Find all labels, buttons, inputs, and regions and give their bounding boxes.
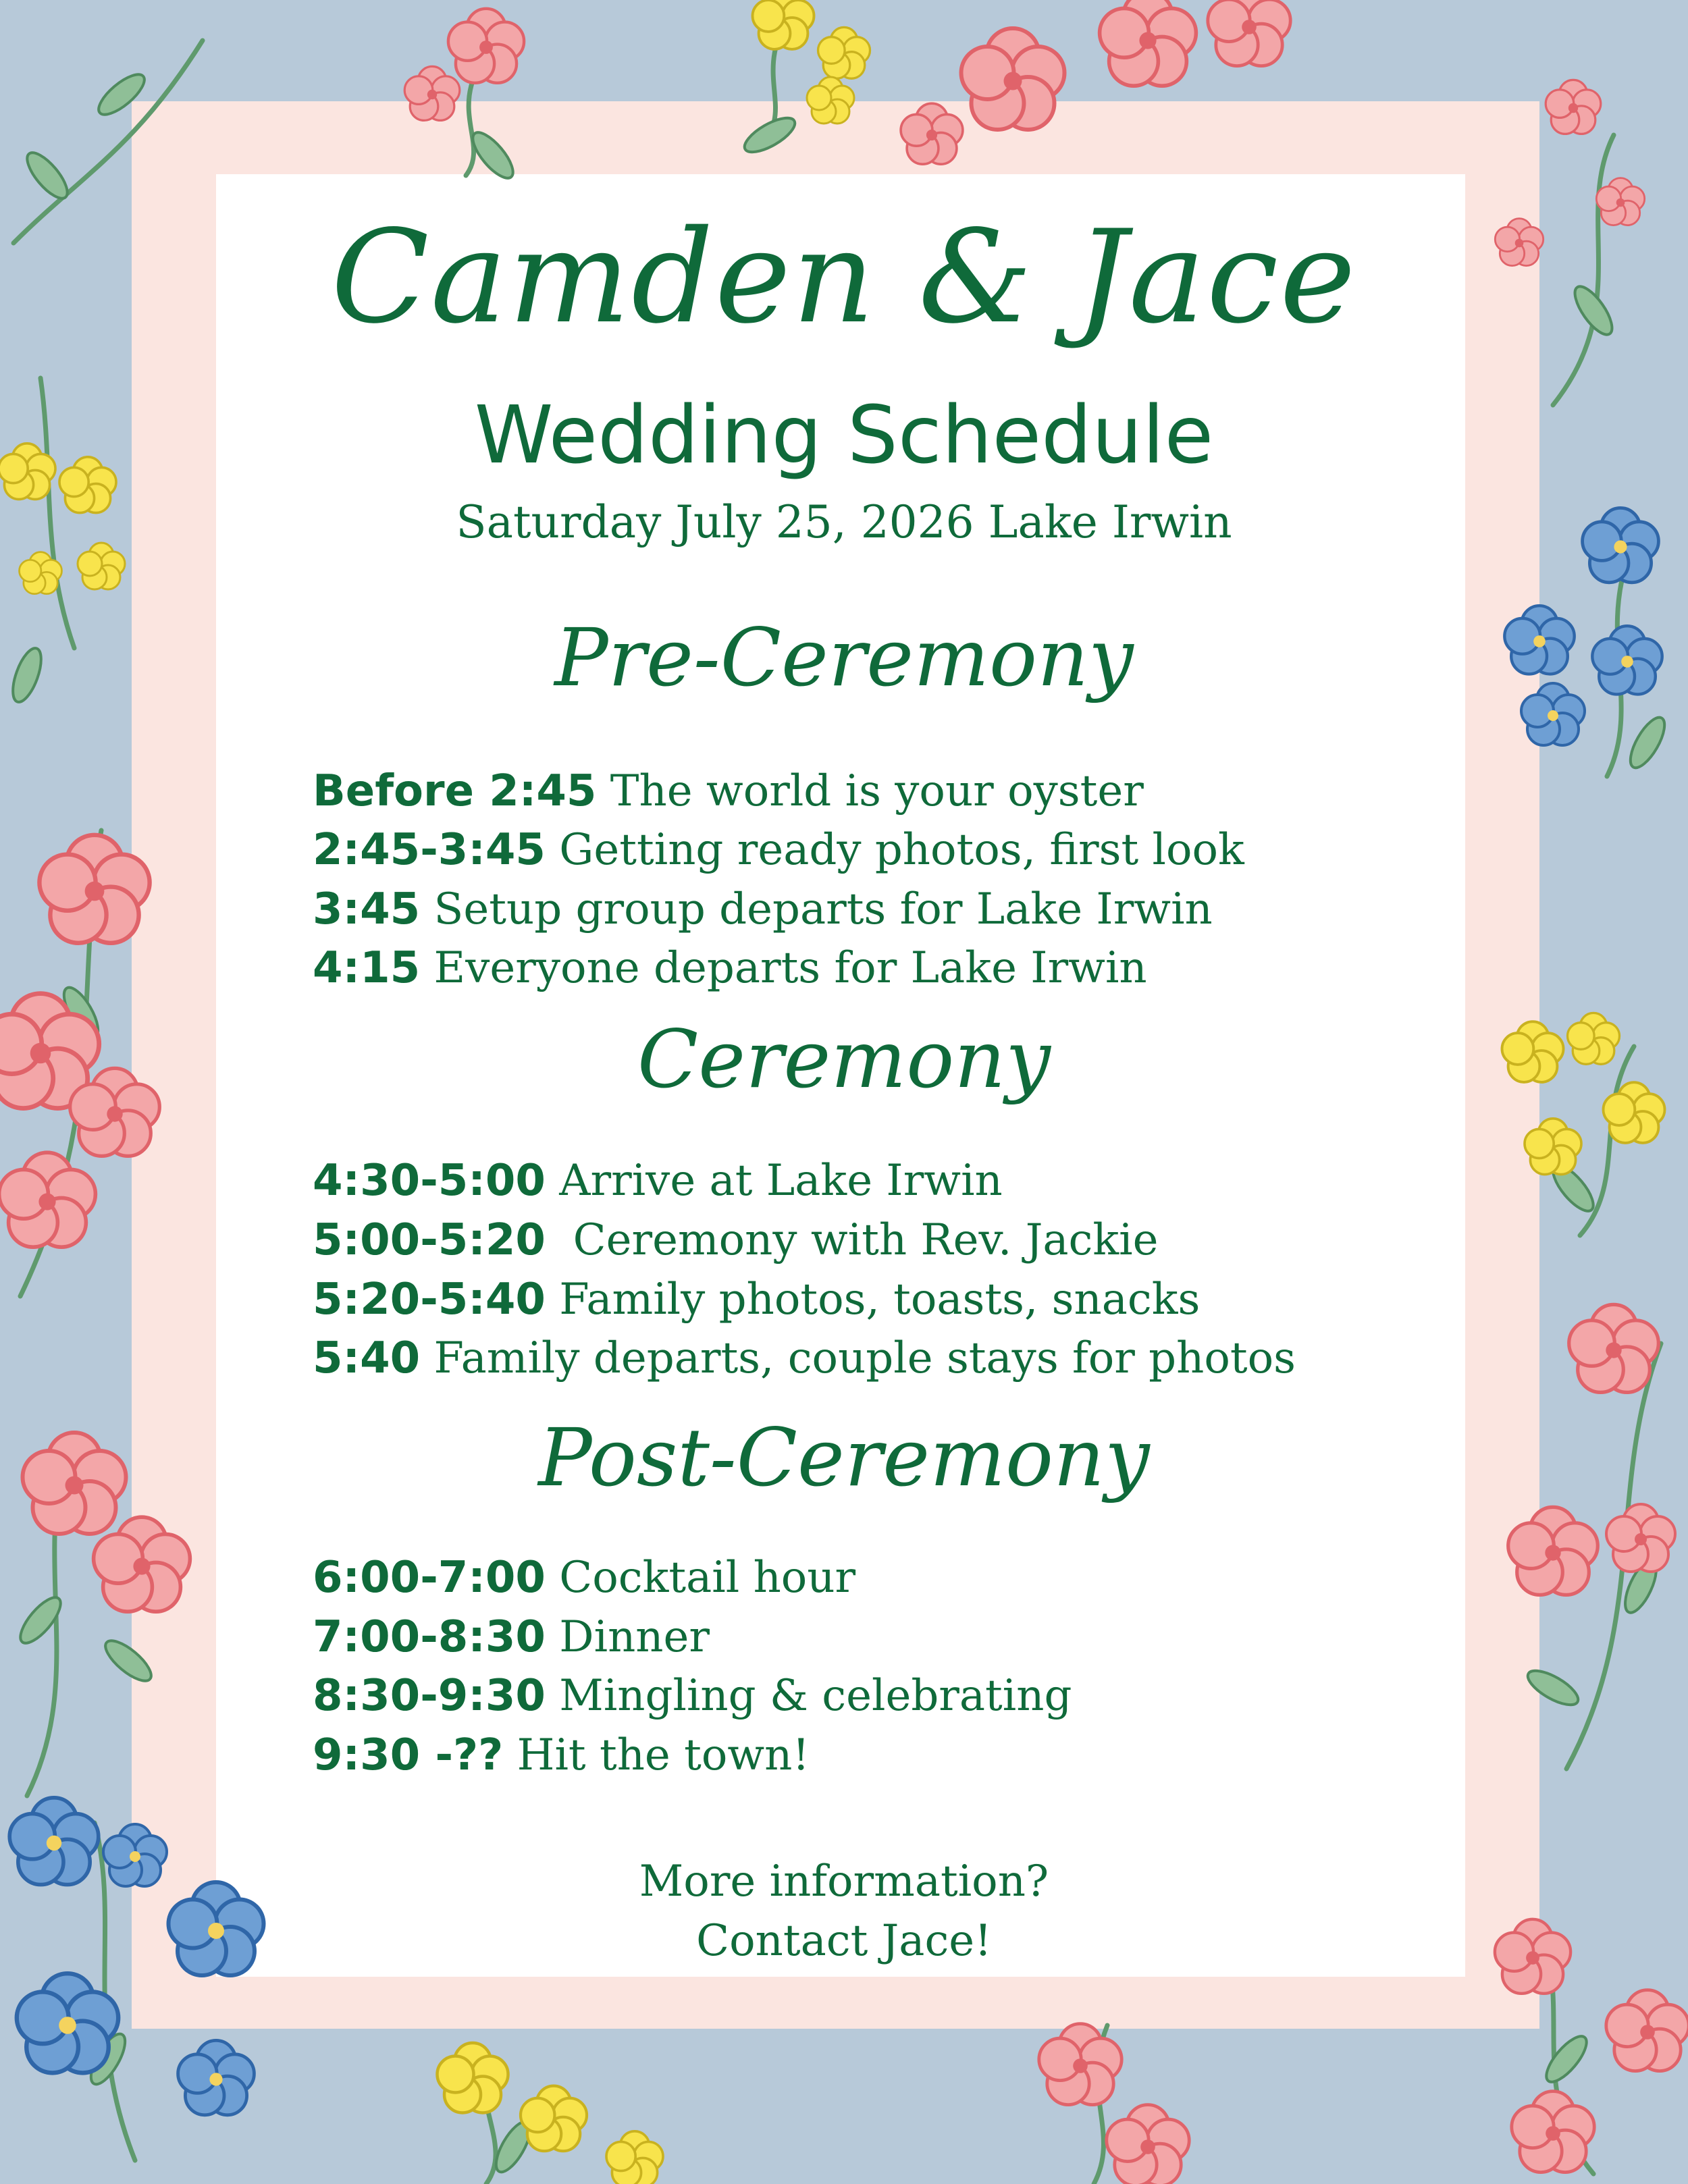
schedule-description: Ceremony with Rev. Jackie (545, 1215, 1159, 1265)
schedule-item (313, 1275, 1200, 1325)
schedule-time: 6:00-7:00 (313, 1553, 546, 1603)
schedule-time: 5:40 (313, 1333, 421, 1383)
schedule-description: Cocktail hour (545, 1553, 856, 1603)
schedule-item (313, 1612, 710, 1662)
schedule-item (313, 1553, 855, 1603)
schedule-description: Setup group departs for Lake Irwin (420, 884, 1213, 934)
schedule-description: The world is your oyster (596, 766, 1144, 816)
schedule-description: Getting ready photos, first look (545, 825, 1244, 875)
section-heading-pre-ceremony: Pre-Ceremony (554, 611, 1134, 704)
schedule-item (313, 1156, 1003, 1206)
schedule-description: Mingling & celebrating (545, 1671, 1072, 1721)
schedule-description: Everyone departs for Lake Irwin (420, 943, 1147, 993)
schedule-time: 8:30-9:30 (313, 1671, 546, 1721)
section-heading-ceremony: Ceremony (637, 1013, 1051, 1106)
schedule-item (313, 1671, 1072, 1721)
schedule-item (313, 825, 1244, 875)
contact-name: Contact Jace! (696, 1916, 992, 1966)
schedule-item (313, 1730, 810, 1780)
schedule-time: 9:30 -?? (313, 1730, 504, 1780)
schedule-time: 7:00-8:30 (313, 1612, 546, 1662)
schedule-time: 4:15 (313, 943, 421, 993)
schedule-time: 5:20-5:40 (313, 1275, 546, 1325)
schedule-description: Family departs, couple stays for photos (420, 1333, 1296, 1383)
schedule-time: 2:45-3:45 (313, 825, 546, 875)
page-title: Wedding Schedule (474, 388, 1214, 481)
schedule-time: 4:30-5:00 (313, 1156, 546, 1206)
schedule-description: Family photos, toasts, snacks (545, 1275, 1201, 1325)
schedule-time: 3:45 (313, 884, 421, 934)
schedule-description: Dinner (545, 1612, 710, 1662)
contact-prompt: More information? (639, 1857, 1049, 1907)
couple-names: Camden & Jace (331, 203, 1357, 352)
schedule-description: Arrive at Lake Irwin (545, 1156, 1003, 1206)
date-location: Saturday July 25, 2026 Lake Irwin (456, 496, 1232, 548)
schedule-description: Hit the town! (503, 1730, 810, 1780)
schedule-item (313, 1333, 1296, 1383)
schedule-item (313, 884, 1213, 934)
schedule-item (313, 1215, 1159, 1265)
schedule-item (313, 766, 1144, 816)
schedule-item (313, 943, 1147, 993)
section-heading-post-ceremony: Post-Ceremony (538, 1411, 1150, 1504)
schedule-time: 5:00-5:20 (313, 1215, 546, 1265)
schedule-time: Before 2:45 (313, 766, 597, 816)
